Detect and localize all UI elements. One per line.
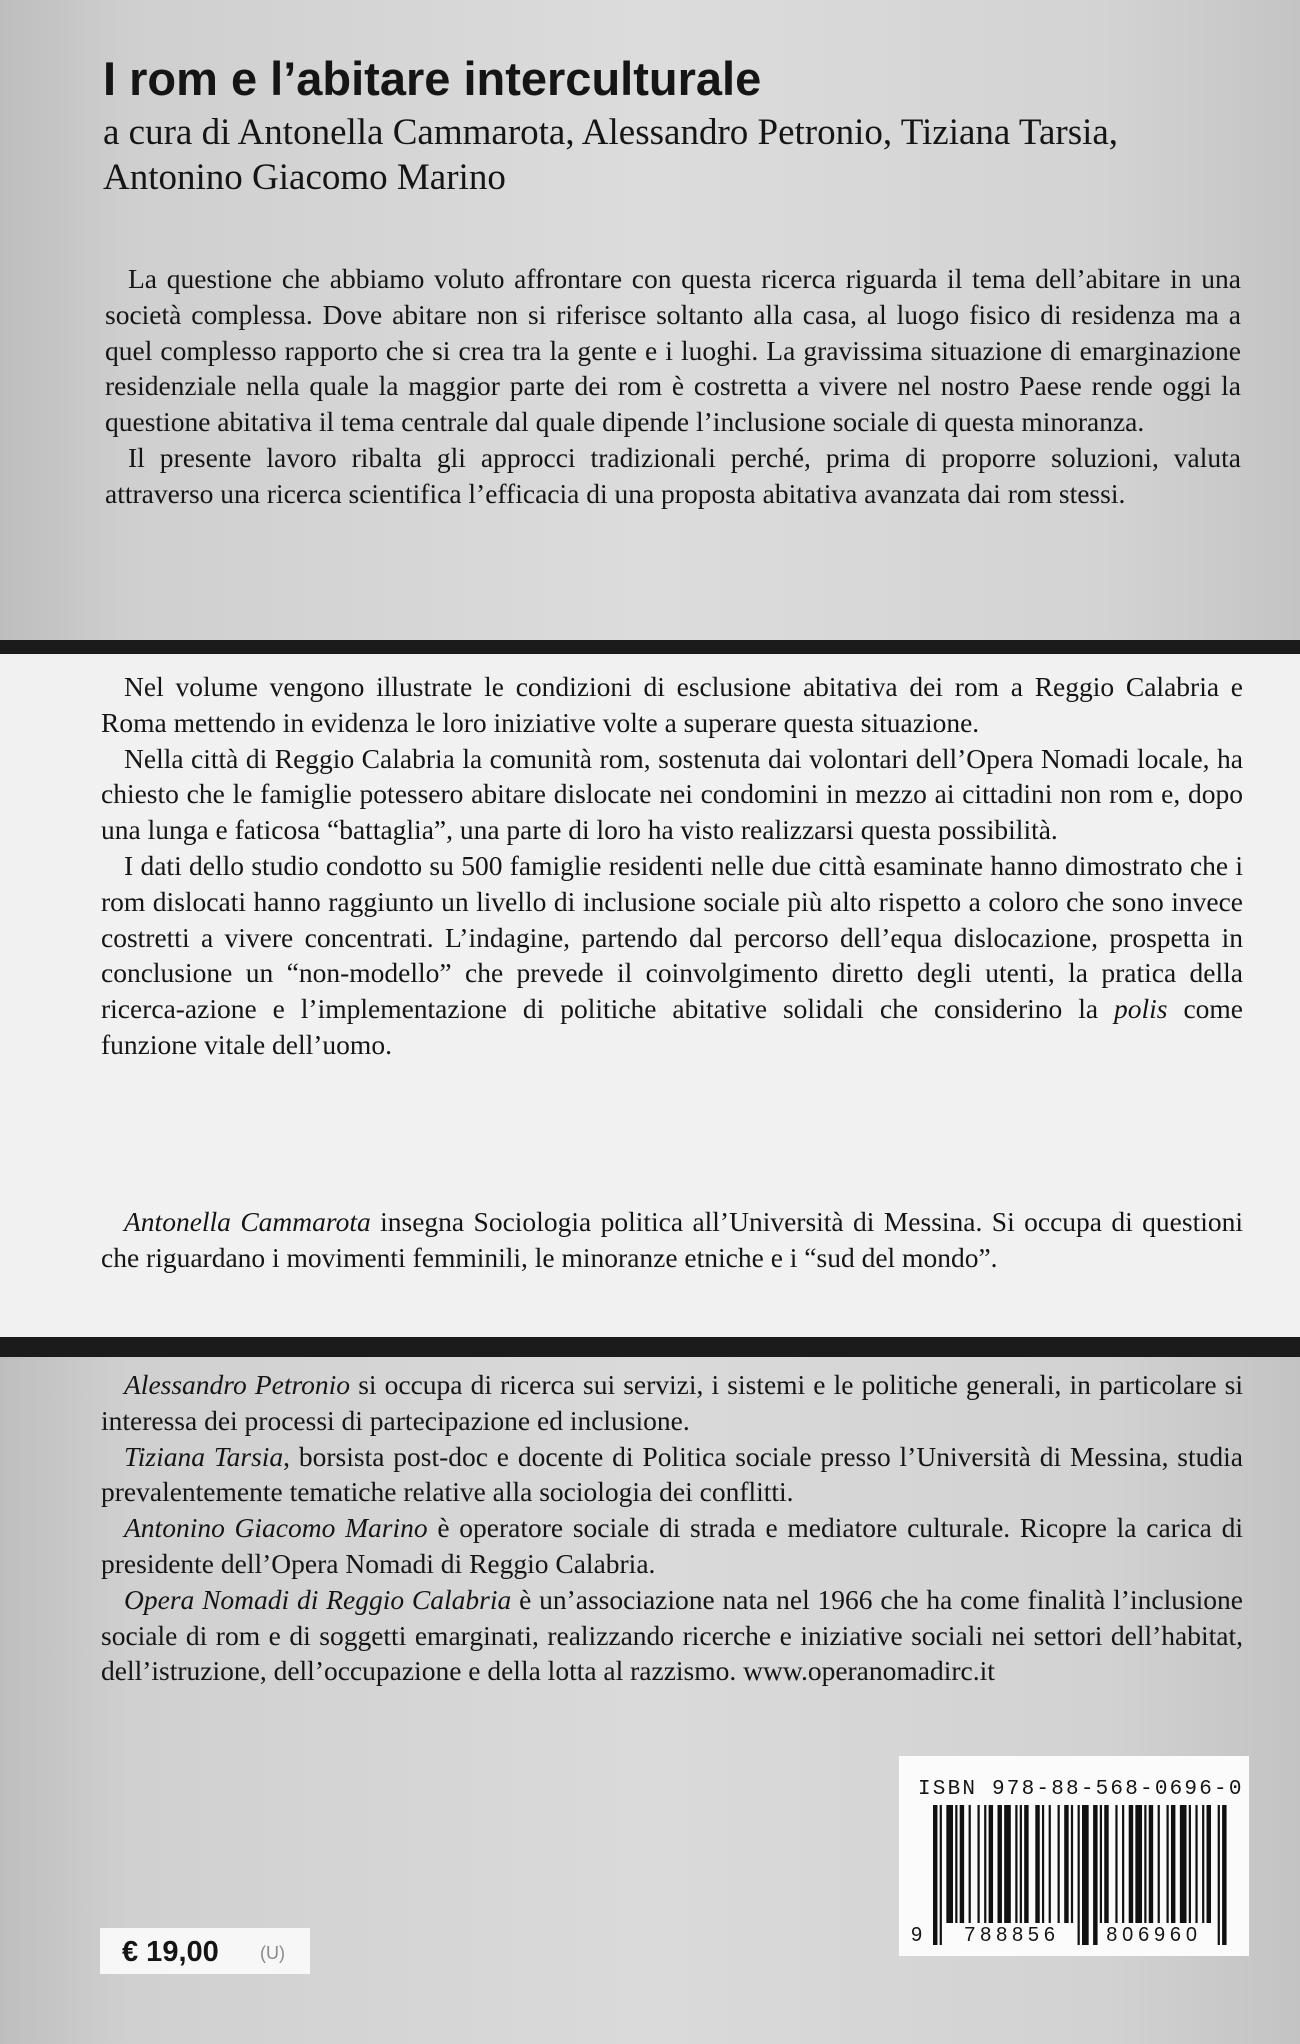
ean-left-group: 788856 — [964, 1924, 1060, 1946]
author-bio-text: è operatore sociale di strada e mediatore culturale. Ricopre la carica di presidente dell’Opera Nomadi di Reggio Calabria. — [101, 1512, 1243, 1579]
barcode-bar — [1167, 1805, 1169, 1923]
barcode-bar — [1035, 1805, 1039, 1923]
barcode-bar — [1064, 1805, 1068, 1923]
barcode-bar — [1135, 1805, 1142, 1923]
book-editors: a cura di Antonella Cammarota, Alessandro Petronio, Tiziana Tarsia, Antonino Giacomo Marino — [103, 112, 1119, 198]
author-bio — [101, 1367, 1243, 1439]
author-name: Alessandro Petronio — [124, 1369, 351, 1400]
barcode-bar — [1149, 1805, 1153, 1923]
barcode-bar — [1024, 1805, 1028, 1923]
barcode-bar — [1058, 1805, 1060, 1923]
author-bio-text: , borsista post-doc e docente di Politica sociale presso l’Università di Messina, studia prevalentemente tematiche relative alla sociologia dei conflitti. — [101, 1440, 1243, 1508]
barcode-bar — [1115, 1805, 1117, 1923]
price-sticker — [100, 1928, 310, 1974]
volume-paragraph: Nella città di Reggio Calabria la comunità rom, sostenuta dai volontari dell’Opera Nomadi locale, ha chiesto che le famiglie potessero abitare dislocate nei condomini in mezzo ai cittadini non rom e, dopo una lunga e faticosa “battaglia”, una parte di loro ha visto realizzarsi questa possibilità. — [101, 742, 1243, 846]
barcode-bar — [1195, 1805, 1197, 1923]
volume-description — [101, 669, 1243, 1063]
price-code: (U) — [260, 1943, 285, 1963]
barcode-bar — [1042, 1805, 1044, 1923]
black-divider-bottom — [0, 1337, 1300, 1357]
barcode-bar — [1180, 1805, 1187, 1923]
barcode-bar — [1049, 1805, 1051, 1923]
author-name: Tiziana Tarsia — [124, 1440, 284, 1472]
barcode-bar — [1020, 1805, 1022, 1923]
barcode-bar — [1207, 1805, 1211, 1923]
barcode-bar — [984, 1805, 986, 1923]
author-bio — [101, 1439, 1243, 1511]
volume-paragraph: Nel volume vengono illustrate le condizioni di esclusione abitativa dei rom a Reggio Calabria e Roma mettendo in evidenza le loro iniziative volte a superare questa situazione. — [101, 671, 1243, 738]
ean-digits — [911, 1924, 1241, 1948]
ean-first-digit: 9 — [911, 1924, 923, 1946]
barcode-bar — [1100, 1805, 1102, 1923]
barcode-bar — [1144, 1805, 1146, 1923]
book-title: I rom e l’abitare interculturale — [103, 52, 762, 105]
barcode-bar — [1015, 1805, 1017, 1923]
barcode-bar — [969, 1805, 971, 1923]
polis-term: polis — [1114, 993, 1168, 1025]
author-bio — [101, 1510, 1243, 1582]
author-bio-text: si occupa di ricerca sui servizi, i sistemi e le politiche generali, in particolare si interessa dei processi di partecipazione ed inclusione. — [101, 1369, 1243, 1436]
intro-text — [105, 261, 1241, 512]
barcode-bar — [960, 1805, 964, 1923]
price: € 19,00 — [122, 1936, 219, 1968]
author-name: Antonella Cammarota — [124, 1206, 371, 1237]
barcode-bar — [1129, 1805, 1133, 1923]
barcode-bar — [997, 1805, 1001, 1923]
barcode-bar — [989, 1805, 993, 1923]
author-bio — [101, 1204, 1243, 1276]
volume-paragraph-text: come funzione vitale dell’uomo. — [101, 993, 1243, 1060]
barcode-bar — [1071, 1805, 1073, 1923]
intro-paragraph: La questione che abbiamo voluto affrontare con questa ricerca riguarda il tema dell’abitare in una società complessa. Dove abitare non si riferisce soltanto alla casa, al luogo fisico di residenza ma a quel complesso rapporto che si crea tra la gente e i luoghi. La gravissima situazione di emarginazione residenziale nella quale la maggior parte dei rom è costretta a vivere nel nostro Paese rende oggi la questione abitativa il tema centrale dal quale dipende l’inclusione sociale di questa minoranza. — [105, 263, 1241, 438]
author-bio-text: insegna Sociologia politica all’Università di Messina. Si occupa di questioni che riguardano i movimenti femminili, le minoranze etniche e i “sud del mondo”. — [101, 1206, 1244, 1273]
barcode-bar — [1158, 1805, 1160, 1923]
ean-right-group: 806960 — [1106, 1924, 1202, 1946]
barcode-bar — [1171, 1805, 1175, 1923]
author-bio-first — [101, 1204, 1243, 1276]
barcode-bar — [1122, 1805, 1124, 1923]
association-bio-text: è un’associazione nata nel 1966 che ha come finalità l’inclusione sociale di rom e di soggetti emarginati, realizzando ricerche e iniziative sociali nei settori dell’habitat, dell’istruzione, dell’occupazione e della lotta al razzismo. www.operanomadirc.it — [101, 1583, 1244, 1687]
intro-paragraph: Il presente lavoro ribalta gli approcci tradizionali perché, prima di proporre soluzioni, valuta attraverso una ricerca scientifica l’efficacia di una proposta abitativa avanzata dai rom stessi. — [105, 441, 1241, 509]
barcode-bar — [946, 1805, 953, 1923]
author-name: Antonino Giacomo Marino — [124, 1512, 428, 1544]
association-bio — [101, 1582, 1243, 1689]
author-bios — [101, 1367, 1243, 1689]
isbn-label: ISBN 978-88-568-0696-0 — [918, 1778, 1244, 1801]
volume-paragraph-text: I dati dello studio condotto su 500 famiglie residenti nelle due città esaminate hanno dimostrato che i rom dislocati hanno raggiunto un livello di inclusione sociale più alto rispetto a coloro che sono invece costretti a vivere concentrati. L’indagine, partendo dal percorso dell’equa dislocazione, prospetta in conclusione un “non-modello” che prevede il coinvolgimento diretto degli utenti, la pratica della ricerca-azione e l’implementazione di politiche abitative solidali che considerino la — [101, 849, 1243, 1025]
barcode-bar — [1202, 1805, 1204, 1923]
barcode-bar — [1004, 1805, 1011, 1923]
barcode-bar — [977, 1805, 979, 1923]
barcode-bar — [1189, 1805, 1191, 1923]
barcode-bar — [955, 1805, 957, 1923]
black-divider-top — [0, 640, 1300, 654]
association-name: Opera Nomadi di Reggio Calabria — [124, 1583, 512, 1615]
volume-paragraph — [101, 848, 1243, 1063]
barcode-bar — [1104, 1805, 1108, 1923]
